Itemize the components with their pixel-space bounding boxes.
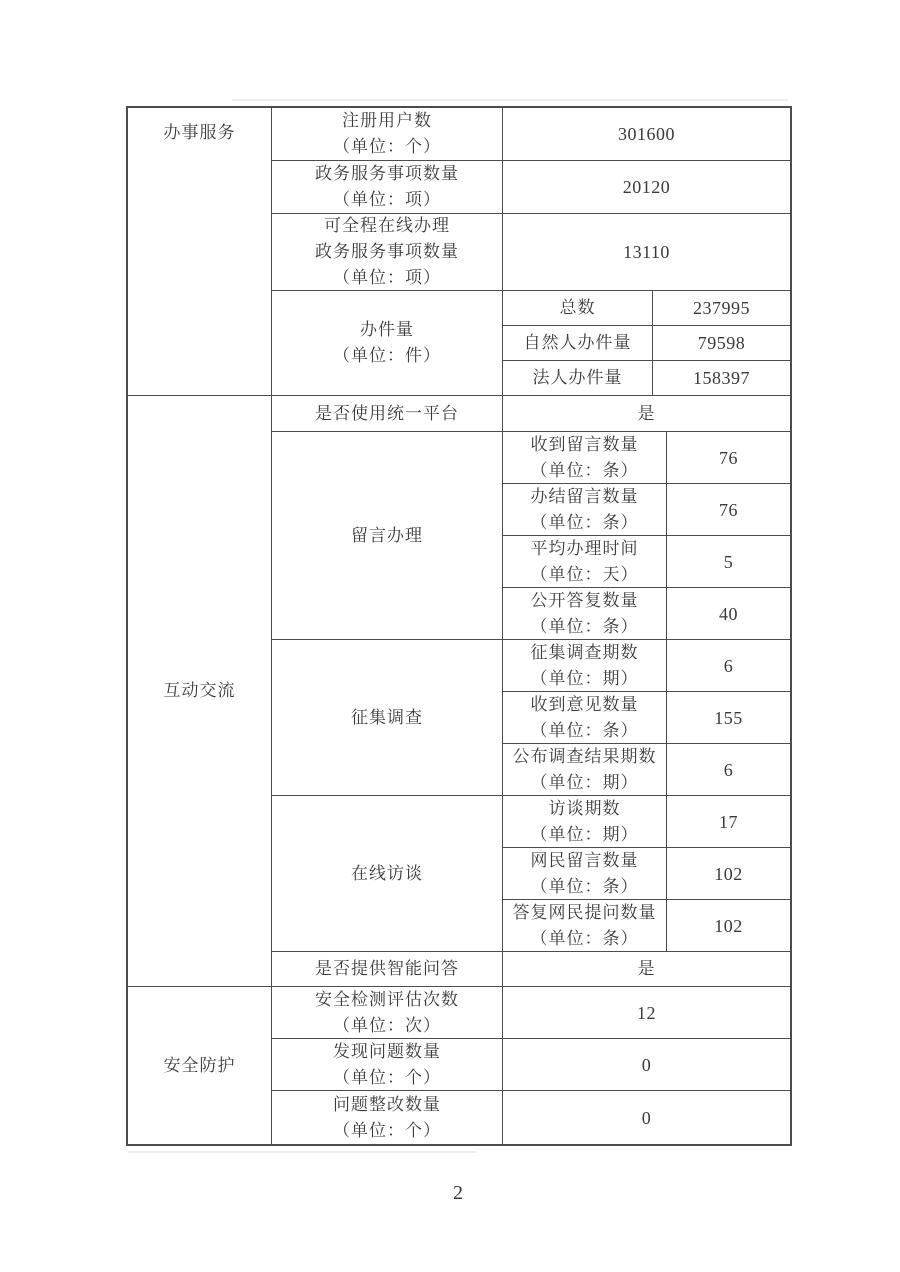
unit-line: （单位：个） <box>333 137 441 156</box>
fangtan-sub-row-periods <box>503 796 790 848</box>
liuyan-sub-row-avg-time <box>503 536 790 588</box>
label-line: 政务服务事项数量 <box>315 164 459 183</box>
banjian-sub-row-legal <box>503 361 790 396</box>
fangtan-sub-row-answers <box>503 900 790 952</box>
sub-value: 6 <box>723 655 734 676</box>
row-security-checks-value: 12 <box>503 987 790 1039</box>
row-service-items-value <box>503 161 790 214</box>
sub-label: 收到意见数量 （单位：条） <box>503 692 667 743</box>
zhengji-sub-row-results <box>503 744 790 796</box>
sub-label: 自然人办件量 <box>503 326 653 360</box>
zhengji-sub-row-periods <box>503 640 790 692</box>
section-label-hudong <box>128 396 272 987</box>
liuyan-sub-row-closed <box>503 484 790 536</box>
scan-artifact-bottom <box>128 1151 476 1153</box>
section-title: 办事服务 <box>163 123 236 142</box>
label-line: 注册用户数 <box>342 111 432 130</box>
banjian-sub-row-natural <box>503 326 790 361</box>
row-problems-fixed-value: 0 <box>641 1107 652 1128</box>
row-smart-qa-value: 是 <box>503 952 790 987</box>
sub-value: 155 <box>714 707 743 728</box>
liuyan-sub-row-received <box>503 432 790 484</box>
sub-label: 公布调查结果期数 （单位：期） <box>503 744 667 795</box>
sub-label: 收到留言数量 （单位：条） <box>503 432 667 483</box>
row-security-checks-label: 安全检测评估次数 （单位：次） <box>272 987 503 1039</box>
sub-value: 5 <box>723 551 734 572</box>
sub-value: 237995 <box>693 298 750 318</box>
value: 13110 <box>623 242 670 262</box>
row-service-items-label <box>272 161 503 214</box>
label-line: 可全程在线办理 <box>324 216 450 235</box>
section-label-anquan <box>128 987 272 1144</box>
sub-value: 40 <box>719 603 738 624</box>
sub-label: 访谈期数 （单位：期） <box>503 796 667 847</box>
label-line: 办件量 <box>360 320 414 339</box>
sub-value: 6 <box>723 759 734 780</box>
unit-line: （单位：项） <box>333 190 441 209</box>
section-title: 安全防护 <box>163 1055 236 1075</box>
sub-value: 79598 <box>697 333 746 353</box>
statistics-table <box>128 108 790 1144</box>
sub-label: 公开答复数量 （单位：条） <box>503 588 667 639</box>
sub-label: 征集调查期数 （单位：期） <box>503 640 667 691</box>
page-number: 2 <box>453 1182 463 1204</box>
sub-label: 平均办理时间 （单位：天） <box>503 536 667 587</box>
zhengji-sub-row-opinions <box>503 692 790 744</box>
banjian-sub-row-total <box>503 291 790 326</box>
sub-label: 总数 <box>503 291 653 325</box>
row-banjian-label <box>272 291 503 396</box>
unit-line: （单位：件） <box>333 346 441 365</box>
sub-label: 答复网民提问数量 （单位：条） <box>503 900 667 951</box>
unit-line: （单位：项） <box>333 268 441 287</box>
sub-label: 法人办件量 <box>503 361 653 395</box>
row-problems-found-label: 发现问题数量 （单位：个） <box>272 1039 503 1091</box>
section-label-banshi <box>128 108 272 396</box>
sub-value: 102 <box>714 915 743 936</box>
sub-label: 办结留言数量 （单位：条） <box>503 484 667 535</box>
value: 301600 <box>618 124 675 144</box>
group-label-fangtan: 在线访谈 <box>272 796 503 952</box>
row-online-items-label <box>272 214 503 291</box>
group-label-zhengji: 征集调查 <box>272 640 503 796</box>
row-smart-qa-label: 是否提供智能问答 <box>272 952 503 987</box>
row-registered-users-value <box>503 108 790 161</box>
sub-value: 17 <box>719 811 738 832</box>
sub-value: 76 <box>719 447 738 468</box>
sub-value: 102 <box>714 863 743 884</box>
row-unified-platform-label: 是否使用统一平台 <box>272 396 503 432</box>
liuyan-sub-row-public-replies <box>503 588 790 640</box>
value: 20120 <box>622 177 671 197</box>
row-unified-platform-value: 是 <box>503 396 790 432</box>
fangtan-sub-row-messages <box>503 848 790 900</box>
row-registered-users-label <box>272 108 503 161</box>
sub-value: 158397 <box>693 368 750 388</box>
scan-artifact-top <box>232 99 788 101</box>
group-label-liuyan: 留言办理 <box>272 432 503 640</box>
row-problems-fixed-label: 问题整改数量 （单位：个） <box>272 1091 503 1144</box>
section-title: 互动交流 <box>163 681 236 700</box>
row-online-items-value <box>503 214 790 291</box>
label-line2: 政务服务事项数量 <box>315 242 459 261</box>
sub-label: 网民留言数量 （单位：条） <box>503 848 667 899</box>
row-problems-found-value: 0 <box>503 1039 790 1091</box>
sub-value: 76 <box>719 499 738 520</box>
